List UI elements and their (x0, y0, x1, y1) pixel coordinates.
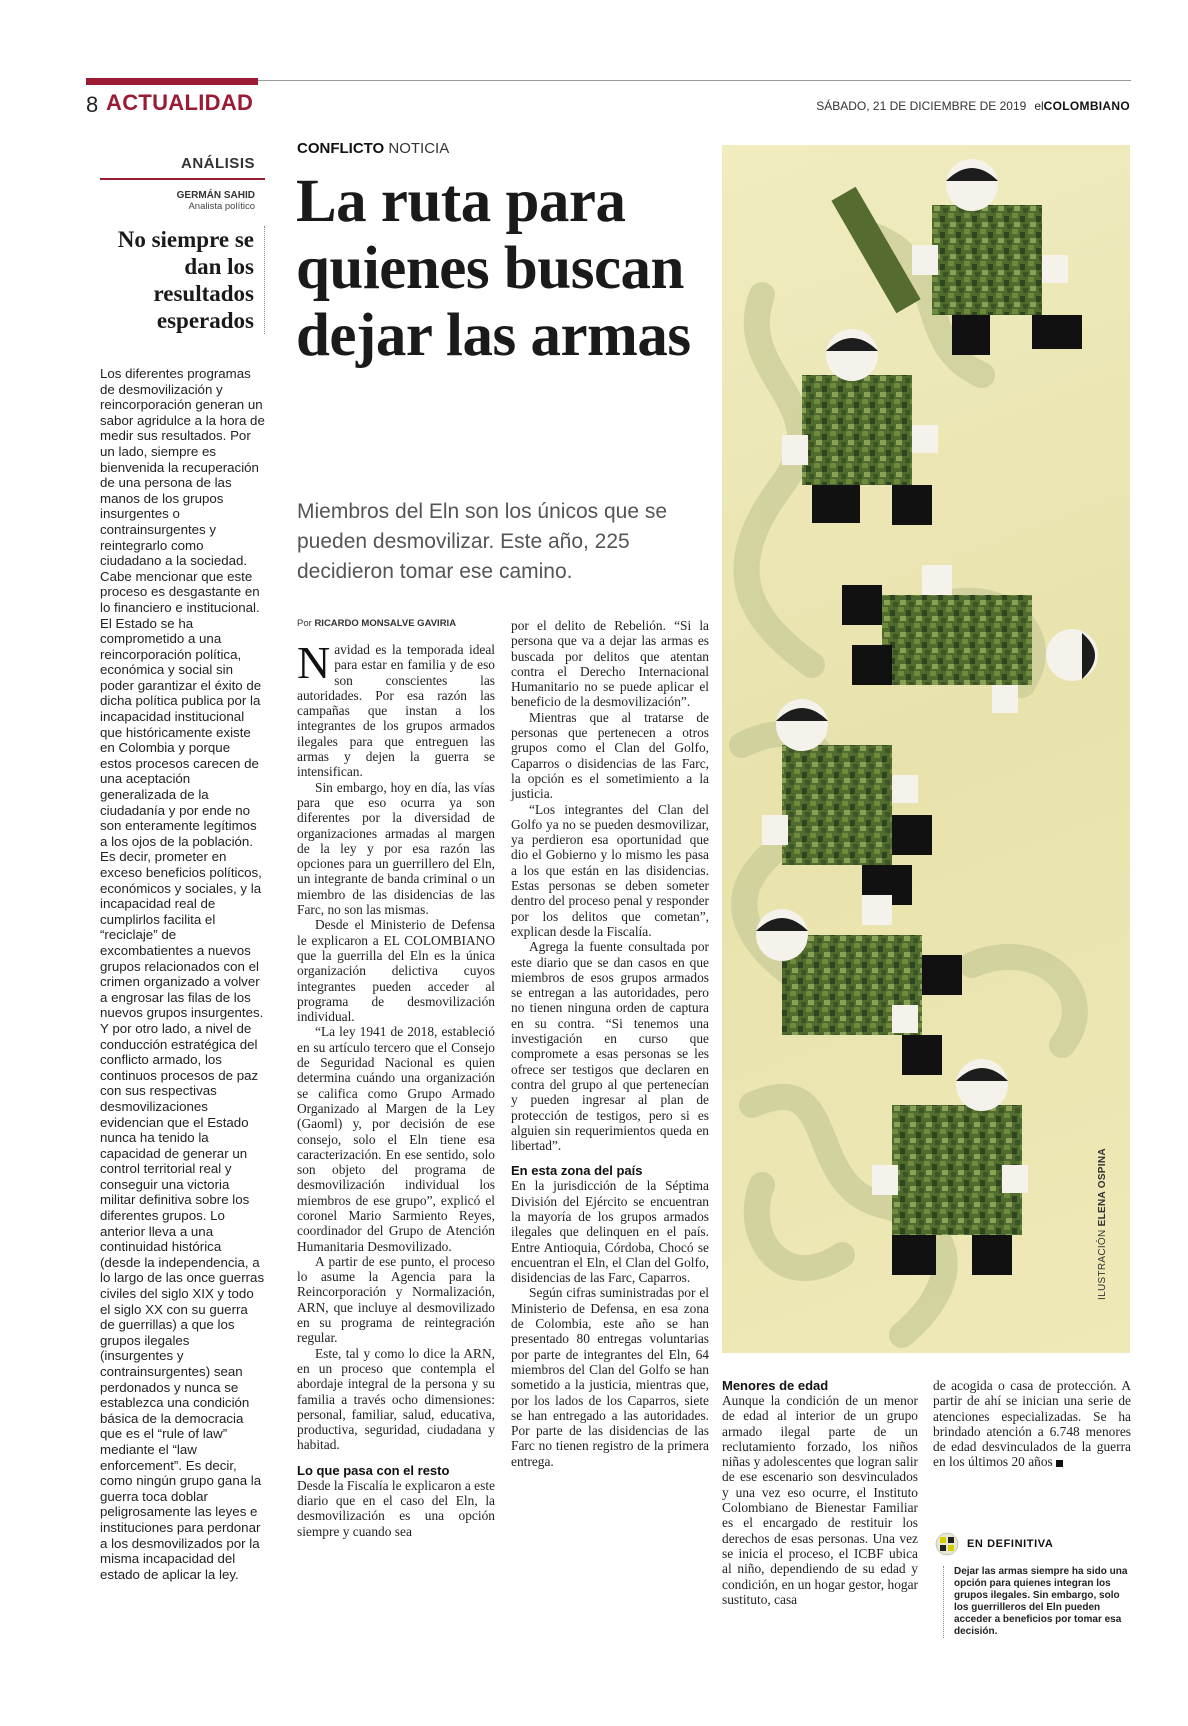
article-paragraph: Aunque la condición de un menor de edad al interior de un grupo armado ilegal parte de un reclutamiento forzado, los niños niñas y adolescentes que logran salir de ese escenario son desvinculados y una vez eso ocurre, el Instituto Colombiano de Bienestar Familiar es el encargado de restituir los derechos de esas personas. Una vez se inicia el proceso, el ICBF ubica al niño, dependiendo de su edad y condición, en un hogar gestor, hogar sustituto, casa (722, 1393, 918, 1607)
page-number: 8 (86, 92, 99, 117)
byline-author: RICARDO MONSALVE GAVIRIA (314, 618, 457, 629)
publication-date: SÁBADO, 21 DE DICIEMBRE DE 2019 (816, 99, 1027, 113)
article-deck: Miembros del Eln son los únicos que se pueden desmovilizar. Este año, 225 decidieron tomar ese camino. (297, 500, 668, 583)
subhead-zona: En esta zona del país (511, 1163, 643, 1179)
brand-name: COLOMBIANO (1043, 99, 1130, 113)
article-paragraph: Agrega la fuente consultada por este diario que se dan casos en que miembros de esos grupos armados se entregan a las autoridades, pero no tienen ninguna orden de captura en su contra. “Si tenemos una investigación en curso que compromete a esas personas se les ofrece ser testigos que declaren en contra del grupo al que pertenecían y pueden ingresar al plan de protección de testigos, pero si es alguien sin requerimientos queda en libertad”. (511, 939, 709, 1154)
article-paragraph: Navidad es la temporada ideal para estar en familia y de eso son conscientes las autoridades. Por esa razón las campañas que instan a los integrantes de los grupos armados ilegales para que entreguen las armas y dejen la guerra se intensifican. (297, 637, 495, 780)
article-paragraph: A partir de ese punto, el proceso lo asume la Agencia para la Reincorporación y Normalización, ARN, que incluye al desmovilizado en su programa de reintegración regular. (297, 1253, 495, 1346)
dateline (816, 99, 1130, 113)
analysis-author-role: Analista político (188, 201, 255, 212)
article-kicker (297, 140, 449, 157)
article-illustration (722, 145, 1130, 1353)
article-paragraph: Mientras que al tratarse de personas que pertenecen a otros grupos como el Clan del Golfo, Caparros o disidencias de las Farc, la opción es el sometimiento a la justicia. (511, 709, 709, 802)
article-paragraph: Según cifras suministradas por el Ministerio de Defensa, en esa zona de Colombia, este año se han presentado 80 entregas voluntarias por parte de integrantes del Eln, 64 miembros del Clan del Golfo se han sometido a la justicia, mientras que, por los lados de los Caparros, siete se han entregado a las autoridades. Por parte de las disidencias de las Farc no tienen registro de la primera entrega. (511, 1285, 709, 1469)
subhead-resto: Lo que pasa con el resto (297, 1462, 450, 1478)
kicker-type: NOTICIA (388, 140, 450, 157)
article-paragraph: Este, tal y como lo dice la ARN, en un proceso que contempla el abordaje integral de la persona y su familia a través ocho dimensiones: personal, familiar, salud, educativa, productiva, seguridad, ciudadana y habitad. (297, 1345, 495, 1453)
analysis-body: Los diferentes programas de desmovilización y reincorporación generan un sabor agridulce a la hora de medir sus resultados. Por un lado, siempre es bienvenida la recuperación de una persona de las manos de los grupos insurgentes o contrainsurgentes y reintegrarlo como ciudadano a la sociedad. Cabe mencionar que este proceso es desgastante en lo financiero e institucional. El Estado se ha comprometido a una reincorporación política, económica y social sin poder garantizar el éxito de dicha política publica por la incapacidad institucional que históricamente existe en Colombia y porque estos procesos carecen de una aceptación generalizada de la ciudadanía y por ende no son enteramente legítimos a los ojos de la población. Es decir, prometer en exceso beneficios políticos, económicos y sociales, y la incapacidad real de cumplirlos facilita el “reciclaje” de excombatientes a nuevos grupos relacionados con el crimen organizado a volver a engrosar las filas de los nuevos grupos insurgentes. Y por otro lado, a nivel de conducción estratégica del conflicto armado, los continuos procesos de paz con sus respectivas desmovilizaciones evidencian que el Estado nunca ha tenido la capacidad de generar un control territorial real y conseguir una victoria militar definitiva sobre los diferentes grupos. Lo anterior lleva a una continuidad histórica (desde la independencia, a lo largo de las once guerras civiles del siglo XIX y todo el siglo XX con su guerra de guerrillas) a que los grupos ilegales (insurgentes y contrainsurgentes) sean perdonados y nunca se establezca una condición básica de la democracia que es el “rule of law” mediante el “law enforcement”. Es decir, como ningún grupo gana la guerra toca doblar peligrosamente las leyes e instituciones para perdonar a los desmovilizados por la misma incapacidad del estado de aplicar la ley. (100, 366, 265, 1582)
kicker-topic: CONFLICTO (297, 140, 385, 157)
analysis-rule (100, 178, 265, 180)
article-headline: La ruta para quienes buscan dejar las armas (296, 168, 691, 369)
article-paragraph: Desde la Fiscalía le explicaron a este diario que en el caso del Eln, la desmovilización es una opción siempre y cuando sea (297, 1477, 495, 1539)
analysis-author: GERMÁN SAHID (176, 190, 255, 201)
article-column-2 (511, 618, 709, 1469)
section-color-bar (86, 78, 258, 85)
article-column-4 (933, 1378, 1131, 1470)
en-definitiva-header (935, 1532, 1131, 1556)
end-mark (1056, 1460, 1063, 1467)
article-paragraph: “Los integrantes del Clan del Golfo ya no se pueden desmovilizar, ya perdieron esa oportunidad que dio el Gobierno y lo mismo les pasa a los que están en las disidencias. Estas personas se deben someter dentro del proceso penal y responder por los delitos que cometan”, explican desde la Fiscalía. (511, 801, 709, 939)
illustration-credit: ILUSTRACIÓN ELENA OSPINA (1097, 1148, 1108, 1300)
article-column-3 (722, 1378, 918, 1607)
en-definitiva-body: Dejar las armas siempre ha sido una opción para quienes integran los grupos ilegales. Sin embargo, solo los guerrilleros del Eln pueden acceder a beneficios por tomar esa decisión. (943, 1566, 1131, 1638)
section-name: ACTUALIDAD (106, 90, 254, 115)
article-paragraph: Sin embargo, hoy en día, las vías para que eso ocurra ya son diferentes por la diversidad de organizaciones armadas al margen de la ley y por esa razón las opciones para un guerrillero del Eln, un integrante de banda criminal o un miembro de las disidencias de las Farc, no son las mismas. (297, 779, 495, 918)
en-definitiva-title: EN DEFINITIVA (967, 1538, 1054, 1550)
illustration-art (722, 145, 1130, 1353)
en-definitiva-box (935, 1532, 1131, 1638)
article-byline (297, 618, 456, 629)
puzzle-icon (935, 1532, 959, 1556)
subhead-menores: Menores de edad (722, 1378, 829, 1393)
article-paragraph: En la jurisdicción de la Séptima División del Ejército se encuentran la mayoría de los grupos armados ilegales que delinquen en el país. Entre Antioquia, Córdoba, Chocó se encuentran el Eln, el Clan del Golfo, disidencias de las Farc, Caparros. (511, 1178, 709, 1286)
byline-prefix: Por (297, 618, 312, 629)
drop-cap: N (297, 637, 331, 688)
analysis-title: No siempre se dan los resultados esperados (100, 226, 265, 334)
analysis-sidebar (100, 155, 265, 1582)
article-paragraph: por el delito de Rebelión. “Si la persona que va a dejar las armas es buscada por delitos que atentan contra el Derecho Internacional Humanitario no se puede aplicar el beneficio de la desmovilización”. (511, 618, 709, 710)
article-paragraph: Desde el Ministerio de Defensa le explicaron a EL COLOMBIANO que la guerrilla del Eln es la única organización delictiva cuyos integrantes pueden acceder al programa de desmovilización individual. (297, 917, 495, 1025)
article-paragraph: de acogida o casa de protección. A partir de ahí se inician una serie de atenciones especializadas. Se ha brindado atención a 6.748 menores de edad desvinculados de la guerra en los últimos 20 años (933, 1378, 1131, 1470)
article-paragraph: “La ley 1941 de 2018, estableció en su artículo tercero que el Consejo de Seguridad Nacional es quien determina cuándo una organización se califica como Grupo Armado Organizado al Margen de la Ley (Gaoml) y, por decisión de ese consejo, solo el Eln tiene esa caracterización. En ese sentido, solo son objeto del programa de desmovilización individual los miembros de ese grupo”, explicó el coronel Mario Sarmiento Reyes, coordinador del Grupo de Atención Humanitaria Desmovilizado. (297, 1024, 495, 1254)
analysis-label: ANÁLISIS (180, 155, 255, 172)
brand-prefix: el (1034, 99, 1044, 113)
article-column-1 (297, 637, 495, 1539)
